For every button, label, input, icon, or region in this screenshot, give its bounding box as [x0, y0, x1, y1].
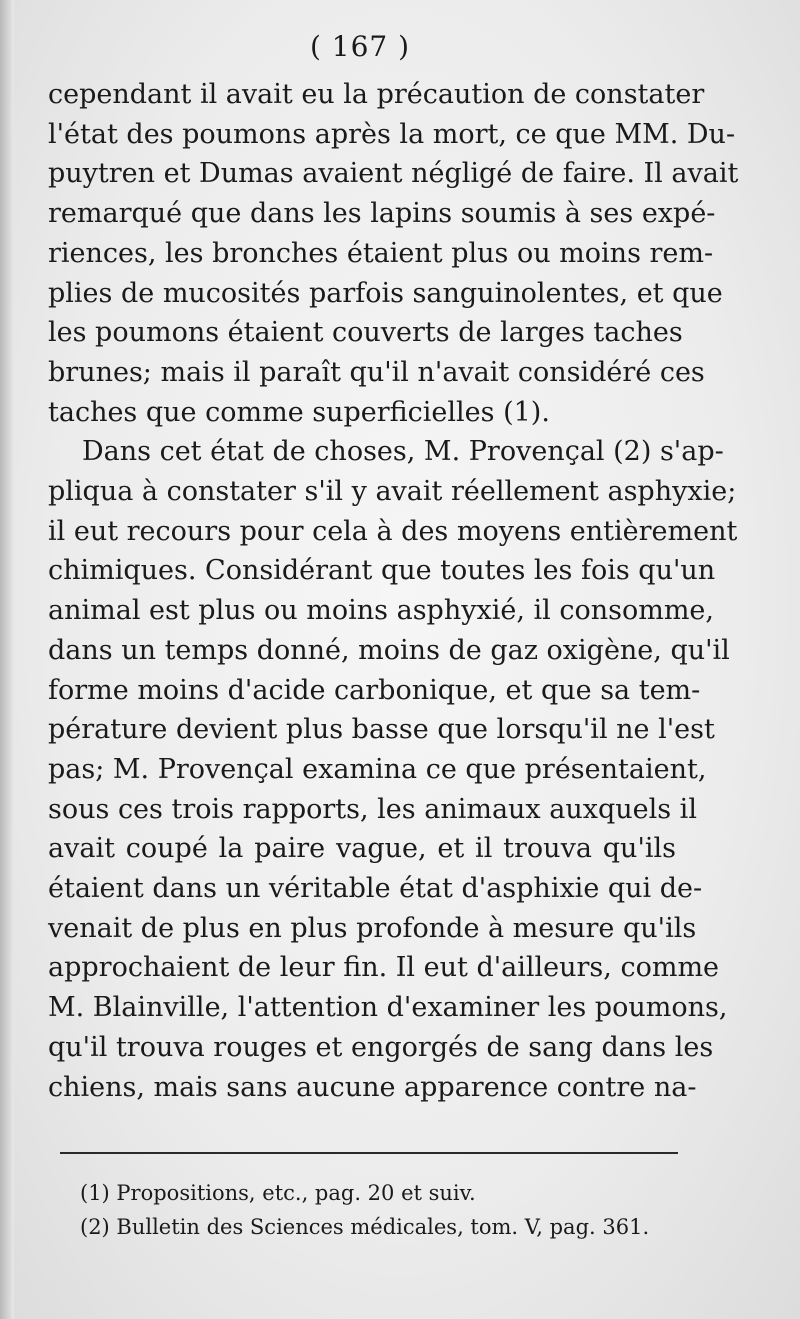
- text-line: puytren et Dumas avaient négligé de faire. Il avait: [48, 158, 739, 190]
- text-line: riences, les bronches étaient plus ou moins rem-: [48, 237, 714, 269]
- text-line: il eut recours pour cela à des moyens entièrement: [48, 515, 738, 547]
- text-line: chimiques. Considérant que toutes les fois qu'un: [48, 555, 716, 587]
- page-gutter-shadow: [0, 0, 14, 1319]
- text-line: chiens, mais sans aucune apparence contre na-: [48, 1071, 697, 1103]
- text-line: forme moins d'acide carbonique, et que sa tem-: [48, 674, 701, 706]
- text-line: taches que comme superficielles (1).: [48, 396, 550, 428]
- text-line: les poumons étaient couverts de larges taches: [48, 317, 683, 349]
- text-line: étaient dans un véritable état d'asphixie qui de-: [48, 873, 703, 905]
- footnote-separator: [60, 1152, 678, 1154]
- text-line: avait coupé la paire vague, et il trouva qu'ils: [48, 833, 676, 865]
- text-line: l'état des poumons après la mort, ce que MM. Du-: [48, 118, 736, 150]
- text-line: pas; M. Provençal examina ce que présentaient,: [48, 753, 707, 785]
- footnote-2: (2) Bulletin des Sciences médicales, tom. V, pag. 361.: [80, 1215, 650, 1239]
- paragraph-start-line: Dans cet état de choses, M. Provençal (2) s'ap-: [82, 436, 724, 468]
- body-text: [48, 75, 739, 1107]
- text-line: venait de plus en plus profonde à mesure qu'ils: [48, 912, 697, 944]
- footnote-1: (1) Propositions, etc., pag. 20 et suiv.: [80, 1181, 476, 1205]
- text-line: M. Blainville, l'attention d'examiner les poumons,: [48, 992, 728, 1024]
- page-number: ( 167 ): [309, 30, 411, 63]
- footnotes: [80, 1176, 680, 1244]
- text-line: animal est plus ou moins asphyxié, il consomme,: [48, 595, 714, 627]
- text-line: pliqua à constater s'il y avait réellement asphyxie;: [48, 476, 737, 508]
- text-line: plies de mucosités parfois sanguinolentes, et que: [48, 277, 723, 309]
- text-line: brunes; mais il paraît qu'il n'avait considéré ces: [48, 356, 705, 388]
- text-line: sous ces trois rapports, les animaux auxquels il: [48, 793, 697, 825]
- text-line: remarqué que dans les lapins soumis à ses expé-: [48, 198, 716, 230]
- text-line: qu'il trouva rouges et engorgés de sang dans les: [48, 1031, 714, 1063]
- text-line: dans un temps donné, moins de gaz oxigène, qu'il: [48, 634, 730, 666]
- text-line: pérature devient plus basse que lorsqu'il ne l'est: [48, 714, 715, 746]
- text-line: cependant il avait eu la précaution de constater: [48, 79, 705, 110]
- text-line: approchaient de leur fin. Il eut d'ailleurs, comme: [48, 952, 720, 984]
